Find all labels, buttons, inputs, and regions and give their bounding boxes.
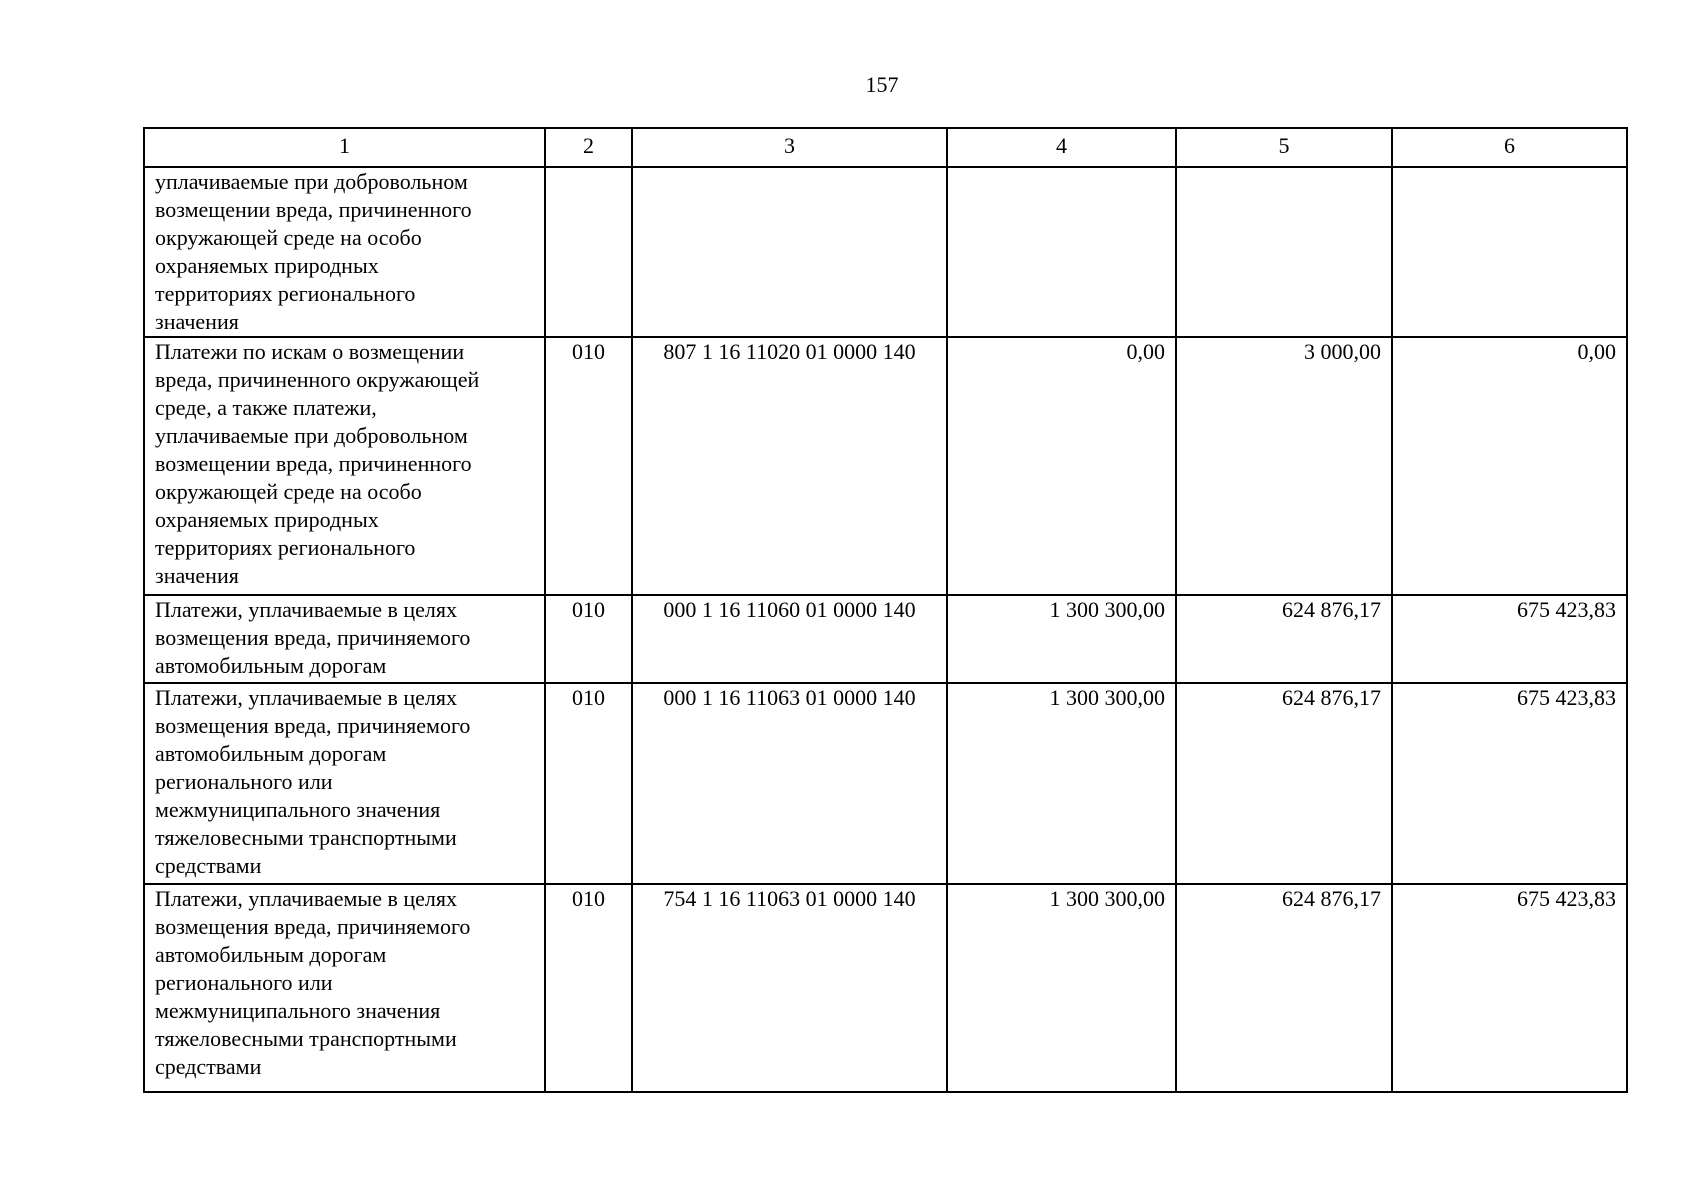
- header-row: [144, 128, 1627, 167]
- row-value-col4: [947, 167, 1176, 337]
- header-col-4: 4: [947, 128, 1176, 167]
- table-row: [144, 595, 1627, 683]
- row-value-col6: 675 423,83: [1392, 683, 1627, 884]
- header-col-5: 5: [1176, 128, 1392, 167]
- row-value-col5: 624 876,17: [1176, 595, 1392, 683]
- row-value-col5: 624 876,17: [1176, 884, 1392, 1092]
- row-line-code: 010: [545, 337, 632, 595]
- row-value-col4: 1 300 300,00: [947, 683, 1176, 884]
- row-value-col6: 0,00: [1392, 337, 1627, 595]
- page-number: 157: [865, 72, 899, 97]
- row-value-col5: 624 876,17: [1176, 683, 1392, 884]
- row-name: Платежи, уплачиваемые в целях возмещения вреда, причиняемого автомобильным дорогам: [155, 597, 471, 678]
- row-line-code: 010: [545, 884, 632, 1092]
- row-budget-code: 000 1 16 11063 01 0000 140: [632, 683, 947, 884]
- row-budget-code: 754 1 16 11063 01 0000 140: [632, 884, 947, 1092]
- row-name-cell: [144, 884, 545, 1092]
- table-body: [144, 167, 1627, 1092]
- row-value-col6: 675 423,83: [1392, 595, 1627, 683]
- row-name: Платежи, уплачиваемые в целях возмещения вреда, причиняемого автомобильным дорогам регионального или межмуниципального значения тяжеловесными транспортными средствами: [155, 685, 471, 878]
- row-value-col6: [1392, 167, 1627, 337]
- header-col-6: 6: [1392, 128, 1627, 167]
- row-value-col4: 1 300 300,00: [947, 884, 1176, 1092]
- row-value-col5: 3 000,00: [1176, 337, 1392, 595]
- table-row: [144, 884, 1627, 1092]
- row-budget-code: 807 1 16 11020 01 0000 140: [632, 337, 947, 595]
- row-name: уплачиваемые при добровольном возмещении вреда, причиненного окружающей среде на особо охраняемых природных территориях регионального значения: [155, 169, 472, 334]
- row-name: Платежи по искам о возмещении вреда, причиненного окружающей среде, а также платежи, уплачиваемые при добровольном возмещении вреда, причиненного окружающей среде на особо охраняемых природных территориях регионального значения: [155, 339, 480, 588]
- row-line-code: 010: [545, 595, 632, 683]
- row-line-code: 010: [545, 683, 632, 884]
- row-value-col4: 1 300 300,00: [947, 595, 1176, 683]
- table-header: [144, 128, 1627, 167]
- row-line-code: [545, 167, 632, 337]
- row-name-cell: [144, 167, 545, 337]
- header-col-1: 1: [144, 128, 545, 167]
- row-budget-code: 000 1 16 11060 01 0000 140: [632, 595, 947, 683]
- table-row: [144, 167, 1627, 337]
- header-col-3: 3: [632, 128, 947, 167]
- row-value-col6: 675 423,83: [1392, 884, 1627, 1092]
- row-value-col4: 0,00: [947, 337, 1176, 595]
- row-name-cell: [144, 595, 545, 683]
- table-row: [144, 337, 1627, 595]
- table-row: [144, 683, 1627, 884]
- header-col-2: 2: [545, 128, 632, 167]
- row-name: Платежи, уплачиваемые в целях возмещения вреда, причиняемого автомобильным дорогам регионального или межмуниципального значения тяжеловесными транспортными средствами: [155, 886, 471, 1079]
- budget-table: [143, 127, 1628, 1093]
- row-name-cell: [144, 337, 545, 595]
- row-budget-code: [632, 167, 947, 337]
- row-value-col5: [1176, 167, 1392, 337]
- row-name-cell: [144, 683, 545, 884]
